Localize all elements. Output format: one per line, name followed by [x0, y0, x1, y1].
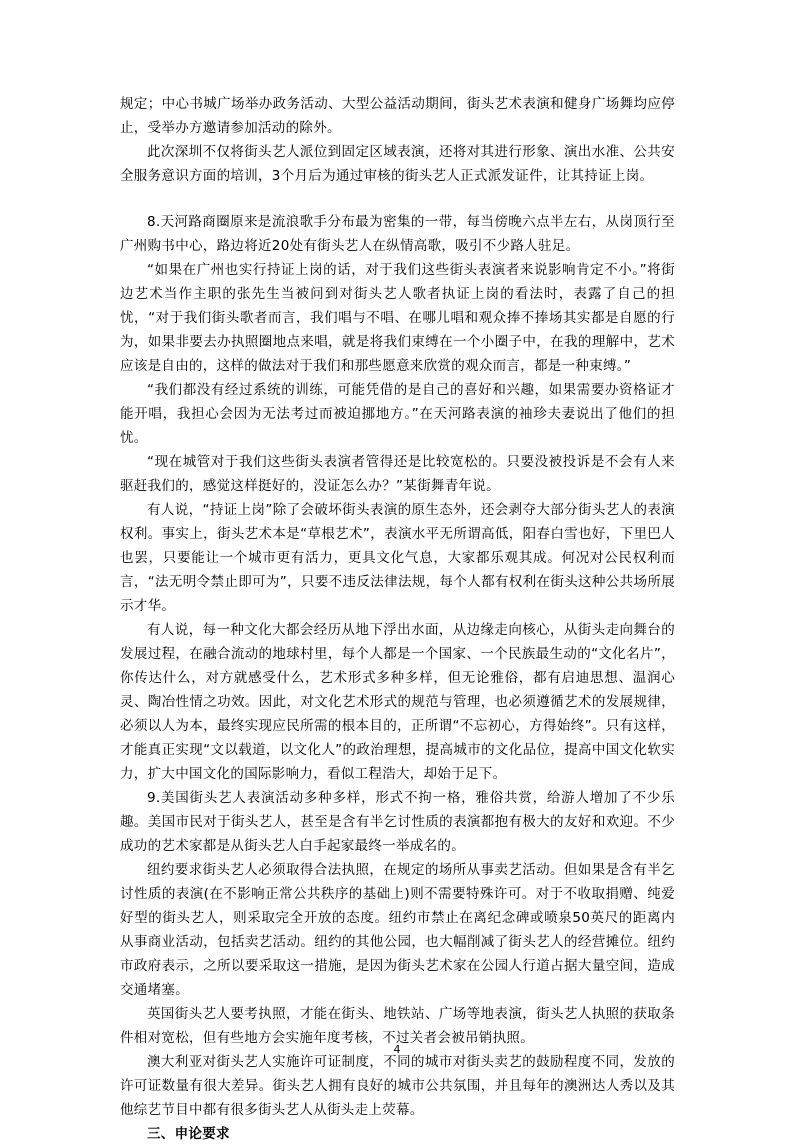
paragraph: 9.美国街头艺人表演活动多种多样，形式不拘一格，雅俗共赏，给游人增加了不少乐趣。美国市民对于街头艺人，甚至是含有半乞讨性质的表演都抱有极大的友好和欢迎。不少成功的艺术家都是从街头艺人白手起家最终一举成名的。: [120, 790, 675, 854]
paragraph: 澳大利亚对街头艺人实施许可证制度，不同的城市对街头卖艺的鼓励程度不同，发放的许可证数量有很大差异。街头艺人拥有良好的城市公共氛围，并且每年的澳洲达人秀以及其他综艺节目中都有很多街头艺人从街头走上荧幕。: [120, 1054, 675, 1118]
paragraph: 8.天河路商圈原来是流浪歌手分布最为密集的一带，每当傍晚六点半左右，从岗顶行至广州购书中心，路边将近20处有街头艺人在纵情高歌，吸引不少路人驻足。: [120, 214, 675, 254]
section-heading: 三、申论要求: [147, 1126, 230, 1142]
paragraph-gap: [120, 188, 675, 210]
paragraph: 规定；中心书城广场举办政务活动、大型公益活动期间，街头艺术表演和健身广场舞均应停止，受举办方邀请参加活动的除外。: [120, 96, 675, 136]
paragraph: “如果在广州也实行持证上岗的话，对于我们这些街头表演者来说影响肯定不小。”将街边艺术当作主职的张先生当被问到对街头艺人歌者执证上岗的看法时，表露了自己的担忧，“对于我们街头歌者而言，我们唱与不唱、在哪儿唱和观众捧不捧场其实都是自愿的行为，如果非要去办执照圈地点来唱，就是将我们束缚在一个小圈子中，在我的理解中，艺术应该是自由的，这样的做法对于我们和那些愿意来欣赏的观众而言，都是一种束缚。”: [120, 262, 675, 374]
page-number: 4: [393, 1043, 401, 1056]
document-page: [120, 92, 675, 1146]
paragraph: “我们都没有经过系统的训练，可能凭借的是自己的喜好和兴趣，如果需要办资格证才能开唱，我担心会因为无法考过而被迫挪地方。”在天河路表演的袖珍夫妻说出了他们的担忧。: [120, 382, 675, 446]
paragraph: 英国街头艺人要考执照，才能在街头、地铁站、广场等地表演，街头艺人执照的获取条件相对宽松，但有些地方会实施年度考核，不过关者会被吊销执照。: [120, 1006, 675, 1046]
paragraph: 此次深圳不仅将街头艺人派位到固定区域表演，还将对其进行形象、演出水准、公共安全服务意识方面的培训，3个月后为通过审核的街头艺人正式派发证件，让其持证上岗。: [120, 144, 675, 184]
paragraph: 有人说，每一种文化大都会经历从地下浮出水面，从边缘走向核心，从街头走向舞台的发展过程，在融合流动的地球村里，每个人都是一个国家、一个民族最生动的“文化名片”，你传达什么，对方就感受什么，艺术形式多种多样，但无论雅俗，都有启迪思想、温润心灵、陶冶性情之功效。因此，对文化艺术形式的规范与管理，也必须遵循艺术的发展规律，必须以人为本，最终实现应民所需的根本目的，正所谓“不忘初心，方得始终”。只有这样，才能真正实现“文以载道，以文化人”的政治理想，提高城市的文化品位，提高中国文化软实力，扩大中国文化的国际影响力，看似工程浩大，却始于足下。: [120, 622, 675, 782]
paragraph: 有人说，“持证上岗”除了会破坏街头表演的原生态外，还会剥夺大部分街头艺人的表演权利。事实上，街头艺术本是“草根艺术”，表演水平无所谓高低，阳春白雪也好，下里巴人也罢，只要能让一个城市更有活力，更具文化气息，大家都乐观其成。何况对公民权利而言，“法无明令禁止即可为”，只要不违反法律法规，每个人都有权利在街头这种公共场所展示才华。: [120, 502, 675, 614]
paragraph: 纽约要求街头艺人必须取得合法执照，在规定的场所从事卖艺活动。但如果是含有半乞讨性质的表演(在不影响正常公共秩序的基础上)则不需要特殊许可。对于不收取捐赠、纯爱好型的街头艺人，则采取完全开放的态度。纽约市禁止在离纪念碑或喷泉50英尺的距离内从事商业活动，包括卖艺活动。纽约的其他公园，也大幅削减了街头艺人的经营摊位。纽约市政府表示，之所以要采取这一措施，是因为街头艺术家在公园人行道占据大量空间，造成交通堵塞。: [120, 862, 675, 998]
paragraph: “现在城管对于我们这些街头表演者管得还是比较宽松的。只要没被投诉是不会有人来驱赶我们的，感觉这样挺好的，没证怎么办？”某街舞青年说。: [120, 454, 675, 494]
